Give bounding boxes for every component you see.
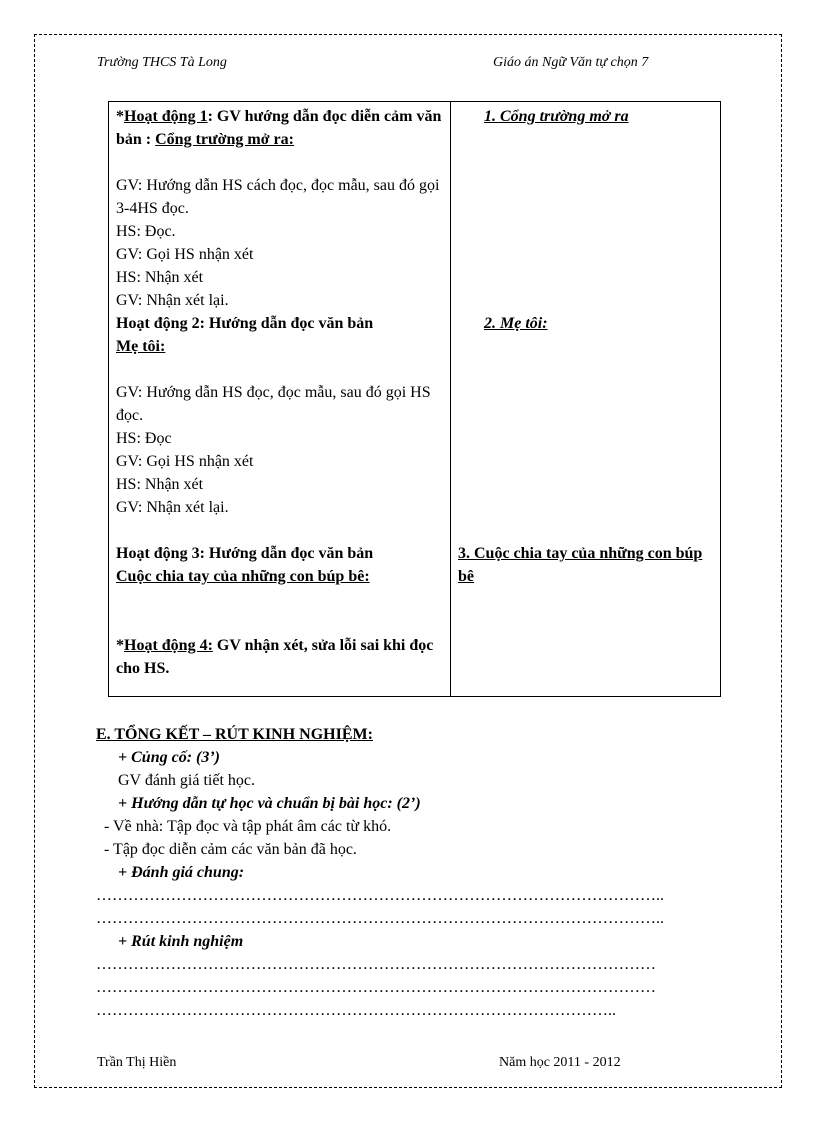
dotted-line: ……………………………………………………………………………………………	[96, 979, 656, 996]
consolidation-label: + Củng cố: (3’)	[118, 749, 220, 766]
footer-author: Trần Thị Hiền	[97, 1055, 177, 1070]
general-evaluation-label: + Đánh giá chung:	[118, 864, 245, 881]
activity-1-line: HS: Đọc.	[116, 223, 176, 240]
activity-2-line: GV: Nhận xét lại.	[116, 499, 229, 516]
activity-2-line: HS: Đọc	[116, 430, 172, 447]
activity-1-line: GV: Hướng dẫn HS cách đọc, đọc mẫu, sau đó gọi 3-4HS đọc.	[116, 177, 440, 217]
dotted-line: ……………………………………………………………………………………………	[96, 956, 656, 973]
section-1-title: 1. Cổng trường mở ra	[484, 108, 629, 125]
activity-2-line: GV: Gọi HS nhận xét	[116, 453, 254, 470]
section-2-title: 2. Mẹ tôi:	[484, 315, 548, 332]
activity-2-line: HS: Nhận xét	[116, 476, 204, 493]
activity-1-line: GV: Nhận xét lại.	[116, 292, 229, 309]
self-study-line: - Về nhà: Tập đọc và tập phát âm các từ khó.	[104, 818, 392, 835]
section-3-title: 3. Cuộc chia tay của những con búp bê	[458, 545, 703, 585]
content-column	[451, 102, 721, 697]
summary-section	[96, 723, 736, 1022]
activity-1-line: GV: Gọi HS nhận xét	[116, 246, 254, 263]
activity-2-line: GV: Hướng dẫn HS đọc, đọc mẫu, sau đó gọi HS đọc.	[116, 384, 431, 424]
dotted-line: ……………………………………………………………………………………..	[96, 1002, 616, 1019]
consolidation-text: GV đánh giá tiết học.	[118, 772, 256, 789]
activity-3-heading: Hoạt động 3: Hướng dẫn đọc văn bản	[116, 545, 374, 562]
activity-1-heading: *Hoạt động 1: GV hướng dẫn đọc diễn cảm văn bản : Cổng trường mở ra:	[116, 108, 442, 148]
lesson-table	[108, 101, 721, 697]
dotted-line: ……………………………………………………………………………………………..	[96, 910, 664, 927]
experience-label: + Rút kinh nghiệm	[118, 933, 244, 950]
self-study-label: + Hướng dẫn tự học và chuẩn bị bài học: (2’)	[118, 795, 421, 812]
header-subject: Giáo án Ngữ Văn tự chọn 7	[493, 55, 649, 70]
activities-column	[109, 102, 451, 697]
summary-heading: E. TỔNG KẾT – RÚT KINH NGHIỆM:	[96, 726, 373, 743]
header-school: Trường THCS Tà Long	[97, 55, 227, 70]
activity-1-line: HS: Nhận xét	[116, 269, 204, 286]
activity-2-heading: Hoạt động 2: Hướng dẫn đọc văn bản	[116, 315, 374, 332]
activity-2-title: Mẹ tôi:	[116, 338, 166, 355]
self-study-line: - Tập đọc diễn cảm các văn bản đã học.	[104, 841, 357, 858]
footer-year: Năm học 2011 - 2012	[499, 1055, 621, 1070]
activity-3-title: Cuộc chia tay của những con búp bê:	[116, 568, 370, 585]
activity-4-heading: *Hoạt động 4: GV nhận xét, sửa lỗi sai khi đọc cho HS.	[116, 637, 434, 677]
dotted-line: ……………………………………………………………………………………………..	[96, 887, 664, 904]
